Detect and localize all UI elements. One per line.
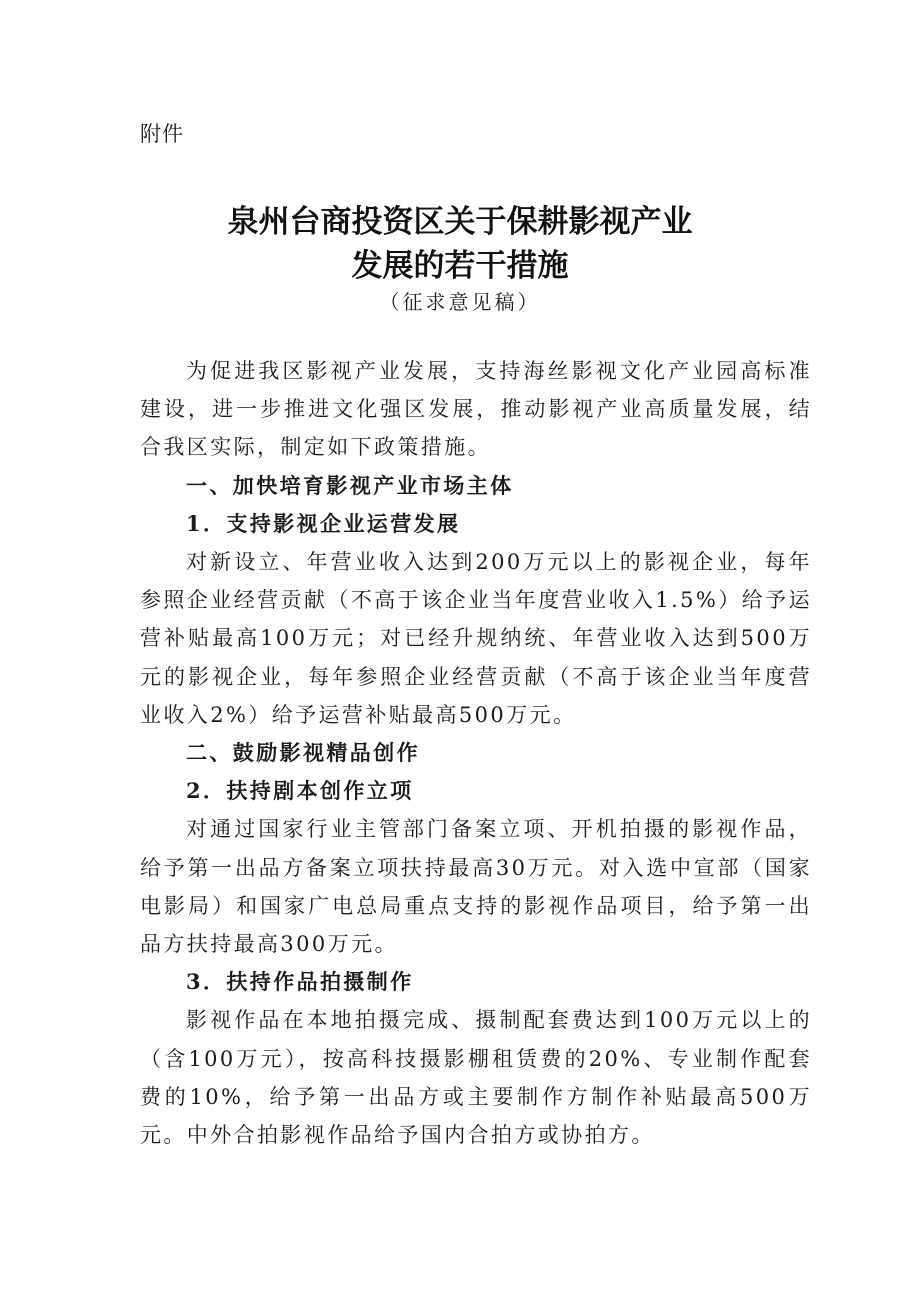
document-subtitle: （征求意见稿） bbox=[379, 290, 541, 314]
intro-paragraph: 为促进我区影视产业发展，支持海丝影视文化产业园高标准建设，进一步推进文化强区发展，推动影视产业高质量发展，结合我区实际，制定如下政策措施。 bbox=[140, 359, 812, 460]
document-body bbox=[140, 352, 812, 1154]
item-2-heading: 2．扶持剧本创作立项 bbox=[186, 778, 414, 804]
item-1-paragraph: 对新设立、年营业收入达到200万元以上的影视企业，每年参照企业经营贡献（不高于该企业当年度营业收入1.5%）给予运营补贴最高100万元；对已经升规纳统、年营业收入达到500万元的影视企业，每年参照企业经营贡献（不高于该企业当年度营业收入2%）给予运营补贴最高500万元。 bbox=[140, 550, 812, 727]
document-title-line-1: 泉州台商投资区关于保耕影视产业 bbox=[227, 204, 693, 240]
item-3-paragraph: 影视作品在本地拍摄完成、摄制配套费达到100万元以上的（含100万元），按高科技摄影棚租赁费的20%、专业制作配套费的10%，给予第一出品方或主要制作方制作补贴最高500万元。中外合拍影视作品给予国内合拍方或协拍方。 bbox=[140, 1008, 812, 1148]
item-2-paragraph: 对通过国家行业主管部门备案立项、开机拍摄的影视作品，给予第一出品方备案立项扶持最高30万元。对入选中宣部（国家电影局）和国家广电总局重点支持的影视作品项目，给予第一出品方扶持最高300万元。 bbox=[140, 817, 812, 957]
document-title-line-2: 发展的若干措施 bbox=[351, 248, 569, 284]
section-2-heading: 二、鼓励影视精品创作 bbox=[186, 740, 420, 766]
section-1-heading: 一、加快培育影视产业市场主体 bbox=[186, 472, 514, 498]
attachment-label: 附件 bbox=[140, 122, 184, 146]
item-3-heading: 3．扶持作品拍摄制作 bbox=[186, 969, 414, 995]
item-1-heading: 1．支持影视企业运营发展 bbox=[186, 510, 461, 536]
